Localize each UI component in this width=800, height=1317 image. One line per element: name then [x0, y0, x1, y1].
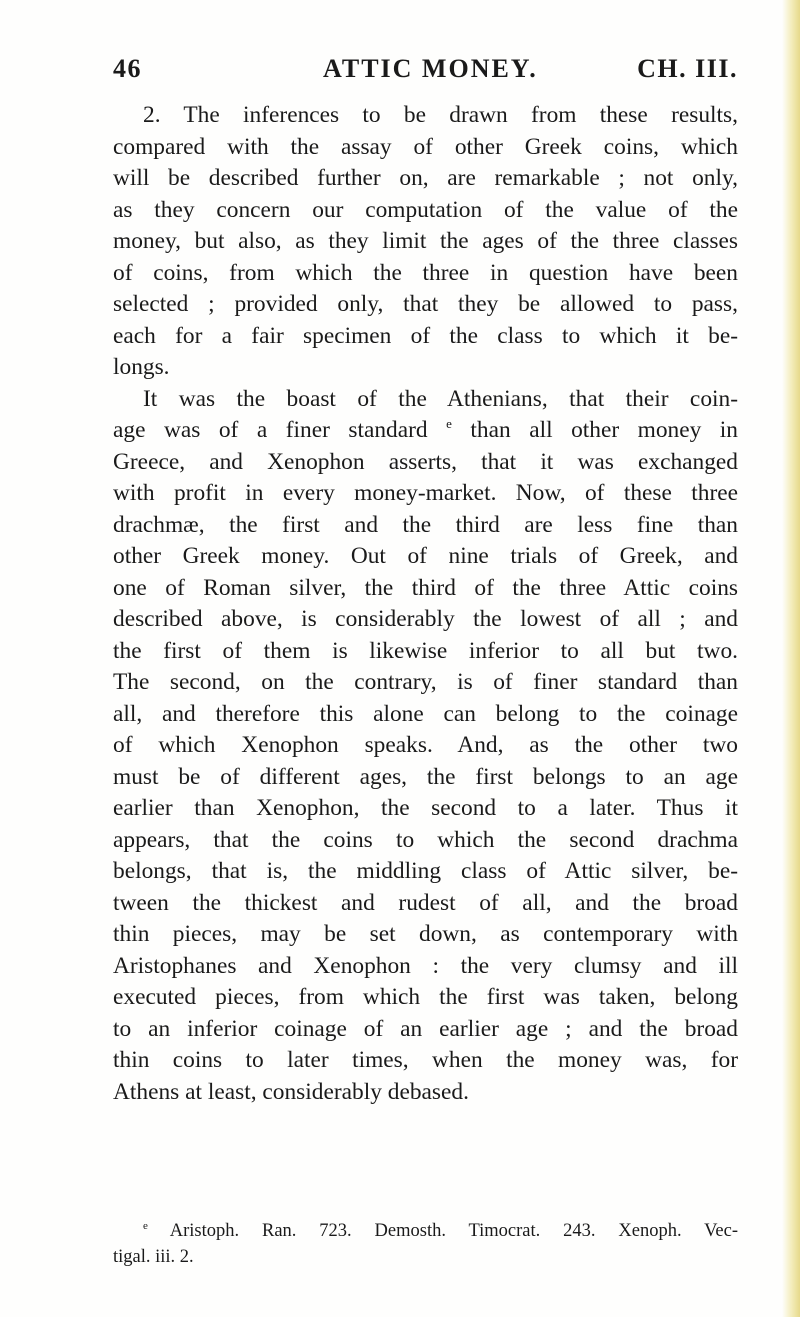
text-line: Greece, and Xenophon asserts, that it was exchanged: [113, 448, 738, 475]
text-line: money, but also, as they limit the ages of the three classes: [113, 228, 738, 254]
footnote-text: Aristoph. Ran. 723. Demosth. Timocrat. 243. Xenoph. Vec-: [169, 1221, 738, 1241]
page-number: 46: [113, 54, 142, 83]
text-line: as they concern our computation of the value of the: [113, 196, 738, 223]
text-line: Athens at least, considerably debased.: [113, 1078, 469, 1105]
text-line: thin coins to later times, when the money was, for: [113, 1047, 738, 1073]
body-text: [113, 100, 738, 1108]
footnote-marker: e: [143, 1220, 148, 1232]
text-line: executed pieces, from which the first was taken, belong: [113, 984, 738, 1010]
text-fragment: than all other money in: [470, 417, 738, 443]
footnote-reference: e: [446, 416, 452, 431]
text-line-with-footnote: [113, 415, 738, 447]
text-line: to an inferior coinage of an earlier age ; and the broad: [113, 1015, 738, 1042]
text-line: all, and therefore this alone can belong to the coinage: [113, 700, 738, 727]
text-line: longs.: [113, 354, 170, 380]
text-line: belongs, that is, the middling class of Attic silver, be-: [113, 858, 738, 884]
text-line: drachmæ, the first and the third are less fine than: [113, 511, 738, 538]
text-fragment: age was of a finer standard: [113, 417, 428, 443]
text-line: thin pieces, may be set down, as contemporary with: [113, 921, 738, 947]
page-edge: [782, 0, 800, 1317]
text-line: of which Xenophon speaks. And, as the other two: [113, 732, 738, 758]
text-line: It was the boast of the Athenians, that their coin-: [143, 385, 738, 412]
text-line: with profit in every money-market. Now, of these three: [113, 480, 738, 506]
text-line: compared with the assay of other Greek coins, which: [113, 133, 738, 160]
text-line: will be described further on, are remarkable ; not only,: [113, 165, 738, 191]
text-line: each for a fair specimen of the class to which it be-: [113, 322, 738, 349]
text-line: 2. The inferences to be drawn from these results,: [143, 102, 738, 128]
footnote-line: [113, 1218, 738, 1244]
text-line: of coins, from which the three in question have been: [113, 259, 738, 286]
text-line: described above, is considerably the lowest of all ; and: [113, 606, 738, 632]
text-line: Aristophanes and Xenophon : the very clumsy and ill: [113, 952, 738, 979]
footnote-line: tigal. iii. 2.: [113, 1247, 194, 1267]
text-line: one of Roman silver, the third of the three Attic coins: [113, 574, 738, 601]
text-line: other Greek money. Out of nine trials of Greek, and: [113, 543, 738, 569]
text-line: The second, on the contrary, is of finer standard than: [113, 669, 738, 695]
text-line: the first of them is likewise inferior to all but two.: [113, 637, 738, 664]
text-line: must be of different ages, the first belongs to an age: [113, 763, 738, 790]
running-title: ATTIC MONEY.: [323, 54, 538, 83]
running-head: [113, 54, 738, 88]
text-line: tween the thickest and rudest of all, and the broad: [113, 889, 738, 916]
chapter-label: CH. III.: [637, 54, 738, 83]
footnotes: [113, 1218, 738, 1270]
text-line: selected ; provided only, that they be allowed to pass,: [113, 291, 738, 317]
text-line: appears, that the coins to which the second drachma: [113, 826, 738, 853]
text-line: earlier than Xenophon, the second to a later. Thus it: [113, 795, 738, 821]
